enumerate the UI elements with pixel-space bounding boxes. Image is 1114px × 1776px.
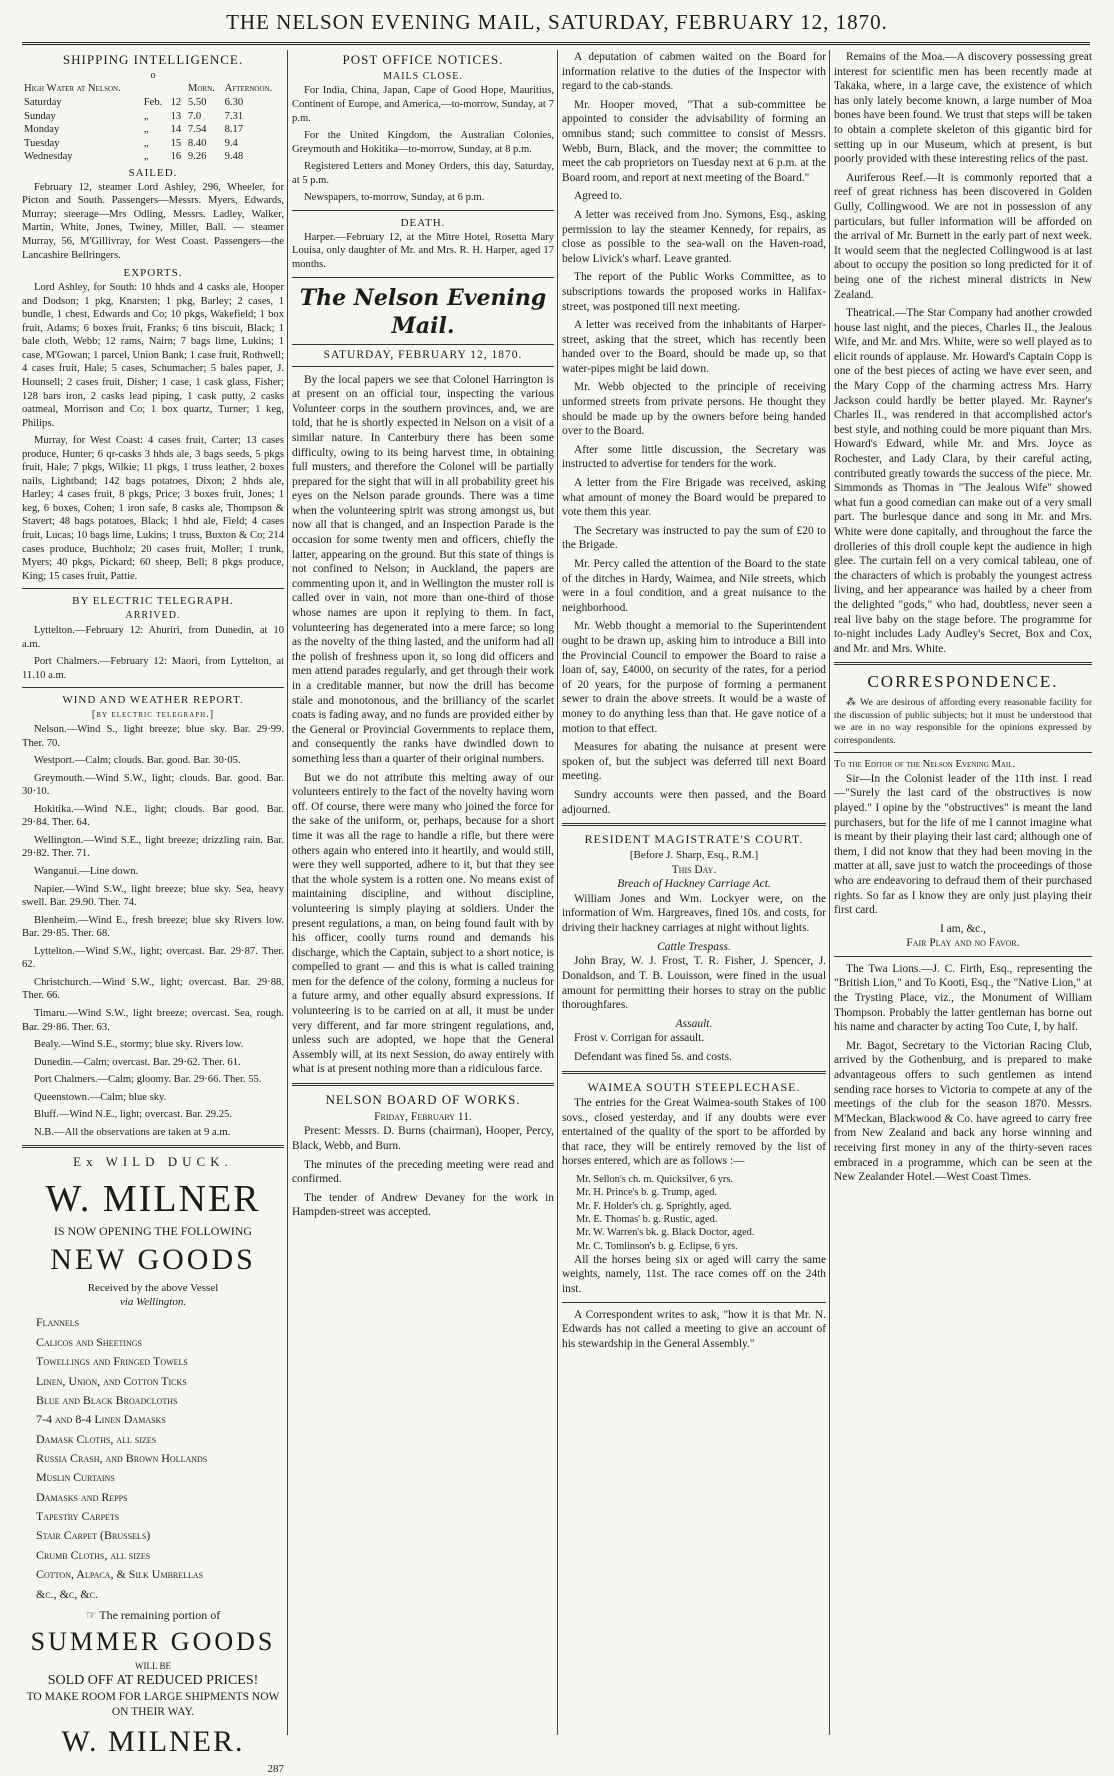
race-entry: Mr. E. Thomas' b. g. Rustic, aged. [576, 1213, 718, 1225]
court-heading: RESIDENT MAGISTRATE'S COURT. [584, 832, 804, 847]
case-text: William Jones and Wm. Lockyer were, on the information of Wm. Hargreaves, fined 10s. and costs, for driving their hackney carriages at night without lights. [562, 892, 826, 935]
tide-row: Monday „ 14 7.54 8.17 [24, 124, 244, 136]
weather-report: Blenheim.—Wind E., fresh breeze; blue sky Rivers low. Bar. 29·85. Ther. 68. [22, 914, 284, 940]
weather-report: Port Chalmers.—Calm; gloomy. Bar. 29·66. Ther. 55. [34, 1074, 262, 1086]
race-entries [562, 1173, 826, 1253]
ad-summer-goods: SUMMER GOODS [30, 1627, 276, 1657]
board-paragraph: Present: Messrs. D. Burns (chairman), Hooper, Percy, Black, Webb, and Burn. [292, 1125, 554, 1152]
case-text: Defendant was fined 5s. and costs. [574, 1051, 732, 1064]
weather-report: Hokitika.—Wind N.E., light; clouds. Bar good. Bar. 29·84. Ther. 64. [22, 803, 284, 829]
case-text: Frost v. Corrigan for assault. [574, 1032, 705, 1045]
race-entry: Mr. W. Warren's bk. g. Black Doctor, aged. [576, 1227, 755, 1239]
arrival-text: Lyttelton.—February 12: Ahuriri, from Dunedin, at 10 a.m. [22, 625, 284, 650]
tide-header: Afternoon. [224, 83, 273, 95]
ad-remaining: ☞ The remaining portion of [85, 1607, 221, 1622]
column-3 [562, 50, 826, 1735]
board-paragraph: The minutes of the preceding meeting were read and confirmed. [292, 1158, 554, 1186]
goods-item: Tapestry Carpets [36, 1509, 120, 1524]
column-1 [22, 50, 284, 1775]
board-paragraph: A letter from the Fire Brigade was received, asking what amount of money the Board would be prepared to vote them this year. [562, 477, 826, 519]
ad-via: via Wellington. [119, 1296, 187, 1309]
goods-item: Towellings and Fringed Towels [36, 1354, 188, 1369]
goods-item: Calicos and Sheetings [36, 1334, 143, 1349]
local-news-reef: Auriferous Reef.—It is commonly reported that a reef of great richness has been discovered in Golden Gully, Collingwood. We are not in possession of any particulars, but fuller information will be afforded on the arrival of Mr. Burnett in the early part of next week. It would seem that the neglected Collingwood is at last about to occupy the position so long predicted for it of being one of the richest mineral districts in New Zealand. [834, 171, 1092, 301]
board-paragraph: Mr. Percy called the attention of the Board to the state of the ditches in Hardy, Waimea, and Nile streets, which were in a foul condition, and a great nuisance to the neighborhood. [562, 558, 826, 614]
correspondence-note: ⁂ We are desirous of affording every reasonable facility for the discussion of public subjects; but it must be understood that we are in no way responsible for the opinions expressed by correspondents. [834, 697, 1092, 746]
board-paragraph: Mr. Hooper moved, "That a sub-committee be appointed to consider the advisability of forming an omnibus stand; such committee to consist of Messrs. Webb, Burn, Black, and the mover; the committee to meet the cab proprietors on Tuesday next at 6 p.m. at the Board room, and report at next meeting of the Board." [562, 98, 826, 184]
post-line: For India, China, Japan, Cape of Good Hope, Mauritius, Continent of Europe, and America,—to-morrow, Sunday, at 7 p.m. [292, 85, 554, 124]
column-divider [829, 50, 830, 1735]
board-paragraph: The tender of Andrew Devaney for the work in Hampden-street was accepted. [292, 1191, 554, 1219]
post-line: Registered Letters and Money Orders, this day, Saturday, at 5 p.m. [292, 161, 554, 186]
board-paragraph: The Secretary was instructed to pay the sum of £20 to the Brigade. [562, 524, 826, 552]
court-this-day: This Day. [671, 863, 717, 876]
board-date: Friday, February 11. [374, 1110, 472, 1123]
editorial-paragraph: But we do not attribute this melting away of our volunteers entirely to the fact of the novelty having worn off. Of course, there were many who joined the force for the sake of the uniform, or, perhaps, because for a short time it was all the rage to handle a rifle, but there were others again who entered into it heartily, and would still, were they well supported, adhere to it, but that they see that the whole system is a rotten one. No means exist of maintaining discipline, and without discipline, volunteering is simply playing at soldiers. Under the present regulations, a man, on being found fault with by his officer, coolly turns round and demands his discharge, which the Captain, subject to a short notice, is compelled to grant — and this is what is called training men for the defence of the colony, forming a nucleus for a future army, and other equally absurd expressions. If volunteering is to be carried on at all, it must be under very different, and far more stringent regulations, and, unless such are adopted, we hope that the General Assembly will, at its next Session, do away entirely with what is at present nothing more than a ridiculous farce. [292, 771, 554, 1076]
death-notice: Harper.—February 12, at the Mitre Hotel, Rosetta Mary Louisa, only daughter of Mr. and Mrs. R. H. Harper, aged 17 months. [292, 231, 554, 270]
weather-report: Greymouth.—Wind S.W., light; clouds. Bar. good. Bar. 30·10. [22, 772, 284, 798]
correspondence-heading: CORRESPONDENCE. [867, 672, 1059, 692]
steeplechase-heading: WAIMEA SOUTH STEEPLECHASE. [587, 1079, 801, 1094]
weather-report: Westport.—Calm; clouds. Bar. good. Bar. 30·05. [34, 755, 241, 767]
board-heading: NELSON BOARD OF WORKS. [325, 1092, 521, 1108]
weather-report: Queenstown.—Calm; blue sky. [34, 1091, 167, 1103]
race-entry: Mr. C. Tomlinson's b. g. Eclipse, 6 yrs. [576, 1240, 738, 1252]
letter-to: To the Editor of the Nelson Evening Mail. [834, 759, 1016, 771]
local-news-moa: Remains of the Moa.—A discovery possessing great interest for scientific men has been recently made at Takaka, where, in a large cave, the existence of which has only lately become known, a large number of Moa bones have been found. We trust that steps will be taken to obtain a complete skeleton of this gigantic bird for setting up in our Museum, which at present, is but poorly provided with these interesting relics of the past. [834, 51, 1092, 166]
editorial-paragraph: By the local papers we see that Colonel Harrington is at present on an official tour, inspecting the various Volunteer corps in the southern provinces, and, we are told, that he is shortly expected in Nelson on a visit of a similar nature. In Canterbury there has been some difficulty, owing to its being harvest time, in obtaining full musters, and therefore the Colonel will be partially prepared for the sight that will in all probability greet his eyes on the Nelson parade grounds. There was a time when the volunteering spirit was strong amongst us, but now all that is changed, and an Inspection Parade is the occasion for some twenty men and officers, chiefly the latter, appearing on the ground. But this state of things is not confined to Nelson; in Auckland, the papers are commenting upon it, and in Wellington the muster roll is called over in vain, not more than one-third of those whose names are upon it replying to them. In fact, volunteering has degenerated into a mere farce; so long as the novelty of the thing lasted, and the uniform had all the polish of freshness upon it, so long did officers and men attend parades regularly, and get through their work in a creditable manner, but now the drill has become stale and monotonous, and the brilliancy of the scarlet coats is fading away, and no funds are provided either by the General or Provincial Governments to replace them, and consequently the ranks have dwindled down to something less than a quarter of their original numbers. [292, 373, 554, 765]
board-paragraph: Measures for abating the nuisance at present were spoken of, but the subject was deferred till next Board meeting. [562, 741, 826, 783]
ad-will-be: WILL BE [135, 1660, 171, 1671]
mails-close-heading: MAILS CLOSE. [383, 70, 463, 82]
weather-report: Bealy.—Wind S.E., stormy; blue sky. Rivers low. [34, 1039, 244, 1051]
goods-item: Flannels [36, 1315, 80, 1330]
board-paragraph: Agreed to. [574, 190, 623, 203]
ad-received: Received by the above Vessel [87, 1282, 219, 1295]
exports-text: Lord Ashley, for South: 10 hhds and 4 casks ale, Hooper and Dodson; 1 pkg, Knarsten; 1 pkg, Barley; 2 cases, 1 bundle, 1 chest, Edwards and Co; 10 pkgs, Wakefield; 1 box fruit, Adams; 6 boxes fruit, Franks; 6 tins biscuit, Black; 1 bale cloth, Webb; 12 rams, Nairn; 7 bags lime, Lukins; 1 case, M'Gowan; 1 parcel, Union Bank; 1 case fruit, Rothwell; 4 cases fruit, Hale; 5 cases, Schumacher; 5 bales paper, J. Hounsell; 2 cases fruit, Disher; 1 case, 1 cask glass, Fisher; 128 bars iron, 2 casks lead piping, 1 cask putty, 2 casks oatmeal, Morrison and Co; 1 box quartz, Turner; 1 keg, Philips. [22, 282, 284, 429]
goods-item: Russia Crash, and Brown Hollands [36, 1451, 208, 1465]
goods-list [22, 1315, 284, 1601]
steeplechase-text: The entries for the Great Waimea-south Stakes of 100 sovs., closed yesterday, and if any doubts were ever entertained of the quality of the sport to be afforded by that race, they will be entirely removed by the list of horses entered, which are as follows :— [562, 1096, 826, 1168]
sailed-text: February 12, steamer Lord Ashley, 296, Wheeler, for Picton and South. Passengers—Messrs. Myers, Edwards, Murray; steerage—Mrs Odling, Messrs. Ladley, Walker, Martin, White, Jones, Twiney, Miller, Ball. — steamer Murray, 56, M'Gillivray, for West Coast. Passengers—the Lancashire Bellringers. [22, 181, 284, 261]
board-paragraph: A deputation of cabmen waited on the Board for information relative to the duties of the Inspector with regard to the cab-stands. [562, 51, 826, 93]
ad-name-footer: W. MILNER. [61, 1725, 245, 1759]
goods-item: Cotton, Alpaca, & Silk Umbrellas [36, 1567, 204, 1582]
tide-header: High Water at Nelson. [24, 83, 121, 95]
goods-item: Damask Cloths, all sizes [36, 1431, 157, 1446]
correspondent-note: A Correspondent writes to ask, "how it is that Mr. N. Edwards has not called a meeting to give an account of his stewardship in the General Assembly." [562, 1308, 826, 1350]
post-heading: POST OFFICE NOTICES. [342, 52, 504, 67]
letter-signoff: I am, &c., [940, 922, 986, 935]
board-paragraph: After some little discussion, the Secretary was instructed to advertise for tenders for the work. [562, 443, 826, 471]
race-entry: Mr. H. Prince's b. g. Trump, aged. [576, 1187, 717, 1199]
goods-item: Blue and Black Broadcloths [36, 1392, 178, 1407]
weather-note: N.B.—All the observations are taken at 9 a.m. [34, 1126, 231, 1138]
weather-heading: WIND AND WEATHER REPORT. [62, 694, 244, 707]
board-paragraph: Mr. Webb thought a memorial to the Superintendent ought to be drawn up, asking him to introduce a Bill into the Provincial Council to empower the Board to raise a loan of, say, £4000, on security of the rates, for a period of 20 years, for the purpose of forming a permanent sewer to drain the above streets. It would be a waste of money to do anything less than that. He gave notice of a motion to that effect. [562, 620, 826, 735]
death-heading: DEATH. [400, 216, 446, 229]
letter-text: Sir—In the Colonist leader of the 11th inst. I read—"Surely the last card of the obstructives is now played." I opine by the "obstructives" is meant the land purchasers, but for the life of me I cannot imagine what is meant by their playing their last card; although one of them, I did not know that they had been moving in the matter at all, save just to watch the proceedings of those who are endeavoring to defraud them of their purchased rights. So far as I know they are only just playing their first card. [834, 772, 1092, 917]
weather-report: Wellington.—Wind S.E., light breeze; drizzling rain. Bar. 29·82. Ther. 71. [22, 834, 284, 860]
steeplechase-text: All the horses being six or aged will carry the same weights, namely, 11st. The race comes off on the 24th inst. [562, 1253, 826, 1296]
local-news-lions: The Twa Lions.—J. C. Firth, Esq., representing the "British Lion," and To Kooti, Esq., the "Native Lion," at the Trysting Place, viz., the Monument of William Thompson. Probably the latter gentleman has borne out his name and character by acting Too Cute, I, by half. [834, 962, 1092, 1034]
board-paragraph: The report of the Public Works Committee, as to subscriptions towards the proposed works in Halifax-street, was postponed till next meeting. [562, 271, 826, 313]
court-before: [Before J. Sharp, Esq., R.M.] [629, 849, 759, 862]
ad-room: TO MAKE ROOM FOR LARGE SHIPMENTS NOW ON THEIR WAY. [26, 1690, 280, 1718]
weather-report: Wanganui.—Line down. [34, 866, 139, 878]
board-paragraph: Sundry accounts were then passed, and the Board adjourned. [562, 788, 826, 816]
goods-item: Crumb Cloths, all sizes [36, 1547, 151, 1562]
weather-report: Lyttelton.—Wind S.W., light; overcast. Bar. 29·87. Ther. 62. [22, 945, 284, 971]
tide-table [22, 82, 284, 163]
weather-report: Christchurch.—Wind S.W., light; overcast. Bar. 29·88. Ther. 66. [22, 976, 284, 1002]
tide-row: Wednesday „ 16 9.26 9.48 [24, 151, 244, 163]
shipping-heading: SHIPPING INTELLIGENCE. [62, 52, 244, 67]
board-paragraph: A letter was received from Jno. Symons, Esq., asking permission to lay the steamer Kennedy, for repairs, as close as possible to the sea-wall on the Haven-road, below Livick's wharf. Leave granted. [562, 208, 826, 265]
editorial-date: SATURDAY, FEBRUARY 12, 1870. [292, 344, 554, 367]
exports-text: Murray, for West Coast: 4 cases fruit, Carter; 13 cases produce, Hunter; 6 qr-casks 3 hhds ale, 3 bags seeds, 5 pkgs fruit, Hale; 7 pkgs, Wilkie; 11 pkgs, 1 truss leather, 2 boxes nails, Lightband; 142 bags potatoes, Dixon; 2 hhds ale, Harley; 4 cases fruit, 8 pkgs, Price; 3 boxes fruit, Jones; 1 keg, 6 boxes, Cohen; 1 iron safe, 8 casks ale, Thompson & Stavert; 48 bags potatoes, Black; 1 hhd ale, Field; 4 cases fruit, Lucas; 10 bags lime, Lukins; 1 truss, Buxton & Co; 214 cases produce, Buchholz; 20 cases fruit, Moller; 1 trunk, Myers; 40 pkgs, Pickard; 60 sheep, Bell; 8 pkgs produce, King; 15 cases fruit, Pattie. [22, 435, 284, 582]
page-number: 287 [267, 1762, 284, 1775]
local-news-theatrical: Theatrical.—The Star Company had another crowded house last night, and the pieces, Charles II., the Jealous Wife, and Mr. and Mrs. White, were so well played as to elicit rounds of applause. Mr. Howard's Captain Copp is one of the best pieces of acting we have ever seen, and the Mary Copp of the charming actress Mrs. Harry Jackson could hardly be better played. Mr. Rayner's Charles II., was rendered in that accomplished actor's best style, and nothing could be more piquant than Mrs. Howard's Edward, while Mr. and Mrs. Joyce as Rochester, and Lady Clara, by their careful acting, contributed greatly towards the success of the piece. Mr. Simmonds as Thomas in "The Jealous Wife" showed what fun a good comedian can make out of a very small part. The burlesque dance and song in Mr. and Mrs. White were done capitally, and throughout the farce the drolleries of this droll couple kept the audience in high glee. The curtain fell on a very comical tableau, one of the characters of which is probably the youngest actress living, and her appearance was hailed by a cheer from the delighted "gods," who had, doubtless, never seen a real live baby on the stage before. The programme for to-night includes Lady Audley's Secret, Box and Cox, and Mr. and Mrs. White. [834, 307, 1092, 655]
post-line: For the United Kingdom, the Australian Colonies, Greymouth and Hokitika—to-morrow, Sunday, at 8 p.m. [292, 130, 554, 155]
tide-header: Morn. [187, 83, 215, 95]
column-2 [292, 50, 554, 1735]
case-heading: Cattle Trespass. [657, 940, 731, 953]
race-entry: Mr. Sellon's ch. m. Quicksilver, 6 yrs. [576, 1173, 734, 1185]
tide-row: Sunday „ 13 7.0 7.31 [24, 110, 244, 122]
goods-item: Damasks and Repps [36, 1489, 128, 1504]
section-divider: o [150, 69, 156, 81]
weather-report: Timaru.—Wind S.W., light breeze; overcast. Sea, rough. Bar. 29·86. Ther. 63. [22, 1007, 284, 1033]
arrived-heading: ARRIVED. [125, 610, 181, 622]
race-entry: Mr. F. Holder's ch. g. Sprightly, aged. [576, 1200, 732, 1212]
weather-report: Napier.—Wind S.W., light breeze; blue sky. Sea, heavy swell. Bar. 29.90. Ther. 74. [22, 883, 284, 909]
board-paragraph: A letter was received from the inhabitants of Harper-street, asking that the street, which has recently been handed over to the Board, should be made up, so that water-pipes might be laid down. [562, 319, 826, 375]
board-paragraph: Mr. Webb objected to the principle of receiving unformed streets from private persons. He thought they should be made up by the owners before being handed over to the Board. [562, 381, 826, 438]
ad-new-goods: NEW GOODS [50, 1242, 256, 1276]
local-news-bagot: Mr. Bagot, Secretary to the Victorian Racing Club, arrived by the Gothenburg, and is prepared to make advantageous offers to such gentlemen as intend sending race horses to Victoria to compete at any of the meetings of the club for the season 1870. Messrs. M'Meckan, Blackwood & Co. have agreed to carry free from New Zealand and back any horse winning and receiving first money in any of the thirty-seven races embraced in a programme, which can be seen at the New Zealander Hotel.—West Coast Times. [834, 1039, 1092, 1184]
weather-report: Nelson.—Wind S., light breeze; blue sky. Bar. 29·99. Ther. 70. [22, 724, 284, 749]
masthead: THE NELSON EVENING MAIL, SATURDAY, FEBRUARY 12, 1870. [226, 10, 888, 34]
weather-sub: [by electric telegraph.] [91, 709, 215, 721]
goods-item: &c., &c, &c. [36, 1586, 99, 1601]
column-divider [557, 50, 558, 1735]
masthead-rule [22, 42, 1090, 45]
tide-row: Saturday Feb. 12 5.50 6.30 [24, 96, 244, 108]
weather-report: Dunedin.—Calm; overcast. Bar. 29·62. Ther. 61. [34, 1056, 241, 1068]
weather-report: Bluff.—Wind N.E., light; overcast. Bar. 29.25. [34, 1109, 232, 1121]
case-heading: Assault. [675, 1017, 713, 1030]
goods-item: Muslin Curtains [36, 1470, 115, 1485]
ad-name: W. MILNER [45, 1177, 261, 1220]
letter-signature: Fair Play and no Favor. [906, 937, 1020, 950]
goods-item: Stair Carpet (Brussels) [36, 1528, 151, 1543]
goods-item: 7-4 and 8-4 Linen Damasks [36, 1412, 166, 1427]
ad-vessel: Ex WILD DUCK. [73, 1154, 233, 1170]
weather-reports [22, 723, 284, 1139]
tide-row: Tuesday „ 15 8.40 9.4 [24, 137, 238, 149]
nameplate: The Nelson Evening Mail. [299, 284, 547, 339]
goods-item: Linen, Union, and Cotton Ticks [36, 1373, 187, 1388]
column-4 [834, 50, 1092, 1735]
telegraph-heading: BY ELECTRIC TELEGRAPH. [72, 595, 234, 608]
ad-opening: IS NOW OPENING THE FOLLOWING [53, 1223, 253, 1238]
case-heading: Breach of Hackney Carriage Act. [617, 878, 771, 891]
column-divider [287, 50, 288, 1735]
sailed-heading: SAILED. [128, 166, 178, 179]
post-line: Newspapers, to-morrow, Sunday, at 6 p.m. [304, 192, 485, 204]
ad-sold-off: SOLD OFF AT REDUCED PRICES! [47, 1673, 259, 1689]
arrival-text: Port Chalmers.—February 12: Maori, from Lyttelton, at 11.10 a.m. [22, 656, 284, 681]
exports-heading: EXPORTS. [123, 267, 183, 280]
case-text: John Bray, W. J. Frost, T. R. Fisher, J. Spencer, J. Donaldson, and T. B. Louisson, were fined in the usual amount for permitting their horses to stray on the public thoroughfares. [562, 955, 826, 1012]
